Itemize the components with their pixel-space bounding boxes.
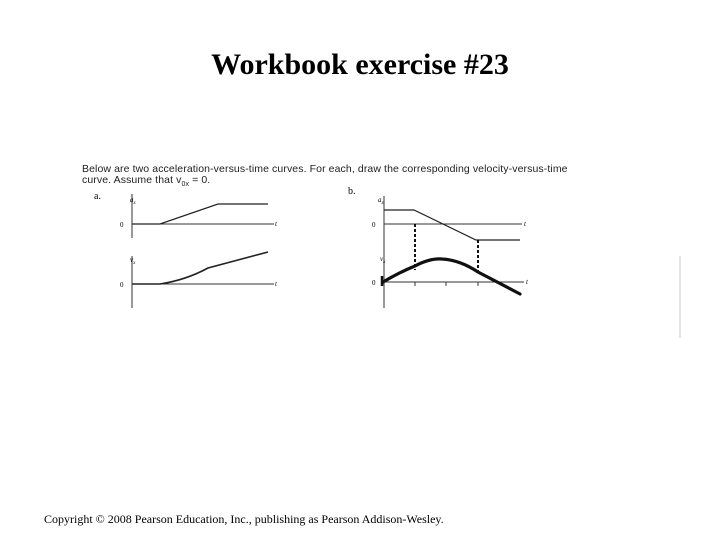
part-a-acceleration-graph [120, 194, 278, 238]
b-accel-time-label: t [524, 220, 526, 228]
prompt-subscript: 0x [181, 181, 190, 189]
a-vel-curve [132, 252, 268, 284]
b-vel-zero-label: 0 [372, 279, 376, 287]
slide-title: Workbook exercise #23 [211, 48, 509, 81]
copyright-footer: Copyright © 2008 Pearson Education, Inc., publishing as Pearson Addison-Wesley. [44, 512, 444, 526]
a-vel-time-label: t [275, 280, 277, 288]
graphs-svg [74, 158, 686, 340]
part-b-label: b. [348, 186, 356, 197]
b-vel-time-label: t [526, 278, 528, 286]
exercise-prompt-line-1: Below are two acceleration-versus-time curves. For each, draw the corresponding velocity-versus-time [82, 163, 568, 175]
prompt-text: curve. Assume that v [82, 174, 182, 186]
b-accel-zero-label: 0 [372, 221, 376, 229]
part-a-velocity-graph [120, 252, 278, 308]
prompt-text-end: = 0. [189, 174, 211, 186]
a-vel-axis-label: $v_x$ [130, 256, 136, 266]
a-accel-axis-label: $a_x$ [130, 196, 136, 206]
b-vel-axis-label: $v_x$ [380, 255, 386, 265]
b-accel-curve [384, 210, 520, 240]
a-accel-curve [132, 204, 268, 224]
a-accel-zero-label: 0 [120, 221, 124, 229]
b-vel-curve [383, 259, 520, 294]
a-accel-time-label: t [275, 220, 277, 228]
a-vel-zero-label: 0 [120, 281, 124, 289]
b-accel-axis-label: $a_x$ [378, 196, 384, 206]
part-b-velocity-graph [372, 254, 529, 308]
scanned-exercise-image [74, 158, 686, 340]
part-a-label: a. [94, 191, 101, 202]
